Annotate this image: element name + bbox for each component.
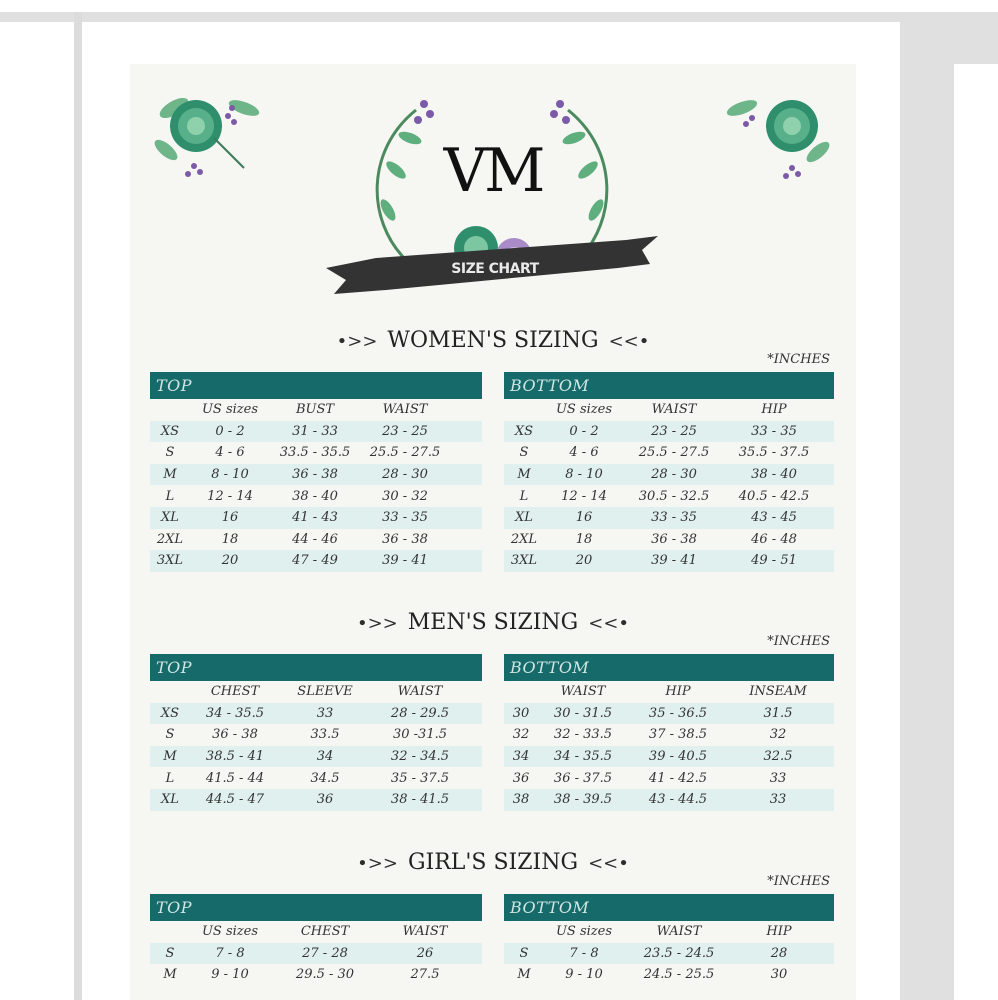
size-label: M (163, 467, 177, 483)
table-cell: 33 (316, 705, 334, 721)
units-note: *INCHES (767, 874, 830, 889)
table-row (504, 485, 834, 507)
table-cell: 41 - 43 (292, 510, 338, 526)
table-row (504, 703, 834, 725)
mens-bottom-table (504, 654, 834, 811)
table-cell: 32 (769, 727, 787, 743)
column-header: CHEST (300, 924, 350, 940)
table-header: TOP (150, 372, 482, 399)
table-cell: 0 - 2 (215, 423, 245, 439)
table-cell: 18 (575, 531, 593, 547)
table-row (150, 724, 482, 746)
table-header: TOP (150, 654, 482, 681)
table-cell: 33 - 35 (382, 510, 428, 526)
table-cell: 30 - 32 (382, 488, 428, 504)
size-label: 36 (512, 770, 530, 786)
size-label: L (165, 488, 175, 504)
table-cell: 34 (316, 749, 334, 765)
womens-top-table (150, 372, 482, 572)
table-row (150, 767, 482, 789)
table-row (150, 789, 482, 811)
table-cell: 30 (770, 967, 788, 983)
units-note: *INCHES (767, 352, 830, 367)
size-label: L (165, 770, 175, 786)
womens-bottom-table (504, 372, 834, 572)
table-cell: 25.5 - 27.5 (369, 445, 441, 461)
table-cell: 31 - 33 (292, 423, 338, 439)
column-header: CHEST (210, 684, 260, 700)
table-cell: 33 (769, 792, 787, 808)
column-headers (150, 921, 482, 943)
table-cell: 44 - 46 (292, 531, 338, 547)
size-label: M (517, 967, 531, 983)
table-cell: 38 - 40 (292, 488, 338, 504)
table-cell: 43 - 45 (751, 510, 797, 526)
column-header: WAIST (651, 402, 697, 418)
table-cell: 25.5 - 27.5 (638, 445, 710, 461)
table-cell: 37 - 38.5 (648, 727, 708, 743)
table-row (504, 789, 834, 811)
table-cell: 36 - 37.5 (553, 770, 613, 786)
size-label: S (519, 445, 529, 461)
column-headers (150, 681, 482, 703)
table-row (504, 507, 834, 529)
table-cell: 7 - 8 (215, 945, 245, 961)
table-cell: 29.5 - 30 (295, 967, 355, 983)
table-cell: 27.5 (410, 967, 440, 983)
table-row (150, 964, 482, 986)
table-cell: 38 - 41.5 (390, 792, 450, 808)
table-cell: 28 - 29.5 (390, 705, 450, 721)
table-cell: 34 - 35.5 (205, 705, 265, 721)
table-cell: 35 - 36.5 (648, 705, 708, 721)
girls-bottom-table (504, 894, 834, 986)
next-page-edge (954, 64, 998, 1000)
table-cell: 36 - 38 (651, 531, 697, 547)
table-header: BOTTOM (504, 372, 834, 399)
table-cell: 41 - 42.5 (648, 770, 708, 786)
table-row (150, 421, 482, 443)
table-cell: 31.5 (763, 705, 793, 721)
table-row (504, 529, 834, 551)
column-header: HIP (761, 402, 787, 418)
table-cell: 30 -31.5 (392, 727, 447, 743)
table-row (504, 724, 834, 746)
ribbon-label: SIZE CHART (451, 261, 539, 277)
table-row (150, 442, 482, 464)
column-headers (504, 399, 834, 421)
table-cell: 12 - 14 (561, 488, 607, 504)
table-cell: 32 - 34.5 (390, 749, 450, 765)
table-row (150, 485, 482, 507)
section-title: •>> MEN'S SIZING <<• (356, 610, 630, 635)
size-label: M (517, 467, 531, 483)
viewer-left-gutter (74, 12, 82, 1000)
size-label: XS (514, 423, 534, 439)
table-cell: 35.5 - 37.5 (738, 445, 810, 461)
size-label: S (165, 727, 175, 743)
table-cell: 20 (221, 553, 239, 569)
table-cell: 30.5 - 32.5 (638, 488, 710, 504)
table-cell: 0 - 2 (569, 423, 599, 439)
table-cell: 46 - 48 (751, 531, 797, 547)
table-cell: 33 (769, 770, 787, 786)
table-cell: 28 (770, 945, 788, 961)
table-cell: 30 - 31.5 (553, 705, 613, 721)
table-row (504, 464, 834, 486)
table-cell: 9 - 10 (565, 967, 603, 983)
table-cell: 9 - 10 (211, 967, 249, 983)
column-headers (504, 681, 834, 703)
table-row (504, 943, 834, 965)
table-cell: 8 - 10 (565, 467, 603, 483)
table-cell: 27 - 28 (302, 945, 348, 961)
column-header: HIP (766, 924, 792, 940)
girls-top-table (150, 894, 482, 986)
table-cell: 18 (221, 531, 239, 547)
table-row (150, 464, 482, 486)
table-cell: 4 - 6 (215, 445, 245, 461)
size-label: XL (161, 510, 179, 526)
size-label: XS (160, 423, 180, 439)
table-cell: 12 - 14 (207, 488, 253, 504)
units-note: *INCHES (767, 634, 830, 649)
size-label: M (163, 749, 177, 765)
table-cell: 38 - 40 (751, 467, 797, 483)
size-label: XL (161, 792, 179, 808)
column-header: SLEEVE (297, 684, 353, 700)
size-label: XL (515, 510, 533, 526)
column-header: WAIST (402, 924, 448, 940)
column-header: WAIST (397, 684, 443, 700)
size-label: S (165, 445, 175, 461)
section-title: •>> WOMEN'S SIZING <<• (336, 328, 650, 353)
table-cell: 16 (221, 510, 239, 526)
size-label: 30 (512, 705, 530, 721)
table-header: BOTTOM (504, 654, 834, 681)
column-header: HIP (665, 684, 691, 700)
table-cell: 33 - 35 (651, 510, 697, 526)
table-cell: 23 - 25 (651, 423, 697, 439)
column-header: WAIST (560, 684, 606, 700)
table-cell: 16 (575, 510, 593, 526)
table-cell: 4 - 6 (569, 445, 599, 461)
table-cell: 49 - 51 (751, 553, 797, 569)
column-header: US sizes (201, 402, 259, 418)
table-cell: 33 - 35 (751, 423, 797, 439)
column-header: US sizes (555, 402, 613, 418)
table-row (504, 550, 834, 572)
table-cell: 44.5 - 47 (205, 792, 265, 808)
table-row (504, 421, 834, 443)
table-cell: 35 - 37.5 (390, 770, 450, 786)
size-label: 3XL (156, 553, 184, 569)
logo-area (130, 64, 856, 324)
size-label: L (519, 488, 529, 504)
table-cell: 36 (316, 792, 334, 808)
size-chart (130, 64, 856, 1000)
table-cell: 39 - 41 (651, 553, 697, 569)
mens-top-table (150, 654, 482, 811)
column-header: BUST (295, 402, 335, 418)
viewer-top-strip (0, 0, 998, 12)
table-row (150, 550, 482, 572)
table-cell: 28 - 30 (382, 467, 428, 483)
table-header: TOP (150, 894, 482, 921)
section-title: •>> GIRL'S SIZING <<• (357, 850, 629, 875)
table-row (150, 746, 482, 768)
table-cell: 28 - 30 (651, 467, 697, 483)
column-header: WAIST (382, 402, 428, 418)
table-header: BOTTOM (504, 894, 834, 921)
table-cell: 26 (416, 945, 434, 961)
table-cell: 24.5 - 25.5 (643, 967, 715, 983)
table-cell: 33.5 (310, 727, 340, 743)
table-cell: 32.5 (763, 749, 793, 765)
table-cell: 32 - 33.5 (553, 727, 613, 743)
table-row (150, 507, 482, 529)
size-label: 34 (512, 749, 530, 765)
table-cell: 23 - 25 (382, 423, 428, 439)
table-cell: 39 - 41 (382, 553, 428, 569)
size-label: M (163, 967, 177, 983)
table-cell: 38.5 - 41 (205, 749, 265, 765)
column-headers (504, 921, 834, 943)
size-label: S (165, 945, 175, 961)
table-cell: 36 - 38 (292, 467, 338, 483)
size-label: XS (160, 705, 180, 721)
viewer-toolbar-band (0, 12, 998, 22)
size-label: 2XL (156, 531, 184, 547)
table-cell: 8 - 10 (211, 467, 249, 483)
table-cell: 36 - 38 (382, 531, 428, 547)
size-label: 32 (512, 727, 530, 743)
table-cell: 38 - 39.5 (553, 792, 613, 808)
size-label: 2XL (510, 531, 538, 547)
table-cell: 20 (575, 553, 593, 569)
table-cell: 33.5 - 35.5 (279, 445, 351, 461)
column-headers (150, 399, 482, 421)
column-header: US sizes (201, 924, 259, 940)
table-cell: 34 - 35.5 (553, 749, 613, 765)
table-row (150, 703, 482, 725)
table-cell: 43 - 44.5 (648, 792, 708, 808)
size-label: 3XL (510, 553, 538, 569)
table-row (150, 943, 482, 965)
table-cell: 40.5 - 42.5 (738, 488, 810, 504)
column-header: US sizes (555, 924, 613, 940)
table-cell: 34.5 (310, 770, 340, 786)
table-cell: 39 - 40.5 (648, 749, 708, 765)
table-cell: 36 - 38 (212, 727, 258, 743)
table-row (504, 746, 834, 768)
table-cell: 47 - 49 (292, 553, 338, 569)
size-label: S (519, 945, 529, 961)
table-cell: 41.5 - 44 (205, 770, 265, 786)
table-row (504, 964, 834, 986)
size-label: 38 (512, 792, 530, 808)
monogram: VM (443, 136, 543, 206)
table-cell: 7 - 8 (569, 945, 599, 961)
column-header: INSEAM (749, 684, 807, 700)
table-row (150, 529, 482, 551)
table-row (504, 442, 834, 464)
table-cell: 23.5 - 24.5 (643, 945, 715, 961)
table-row (504, 767, 834, 789)
column-header: WAIST (656, 924, 702, 940)
